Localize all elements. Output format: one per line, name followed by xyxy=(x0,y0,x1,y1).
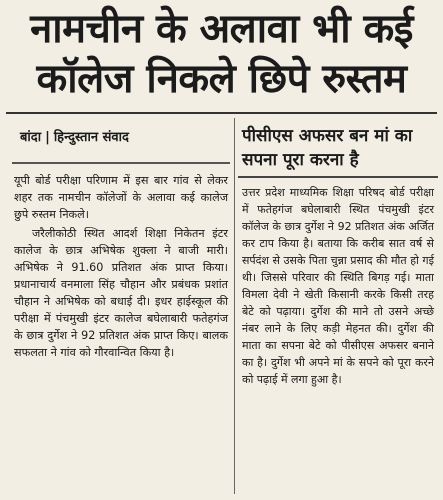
sidebar-paragraph: उत्तर प्रदेश माध्यमिक शिक्षा परिषद बोर्ड परीक्षा में फतेहगंज बघेलाबारी स्थित पंचमुखी इंटर कॉलेज के छात्र दुर्गेश ने 92 प्रतिशत अंक अर्जित कर टाप किया है। बताया कि करीब सात वर्ष से सर्पदंश से उसके पिता चुन्ना प्रसाद की मौत हो गई थी। जिससे परिवार की स्थिति बिगड़ गई। माता विमला देवी ने खेती किसानी करके किसी तरह बेटे को पढ़ाया। दुर्गेश की माने तो उसने अच्छे नंबर लाने के लिए कड़ी मेहनत की। दुर्गेश की माता का सपना बेटे को पीसीएस अफसर बनाने का है। दुर्गेश भी अपने मां के सपने को पूरा करने को पढ़ाई में लगा हुआ है। xyxy=(242,186,434,386)
headline-line-2: कॉलेज निकले छिपे रुस्तम xyxy=(36,56,407,102)
byline-place: बांदा xyxy=(20,130,42,145)
article-paragraph-1: यूपी बोर्ड परीक्षा परिणाम में इस बार गांव से लेकर शहर तक नामचीन कॉलेजों के अलावा कई कालेज छुपे रुस्तम निकले। xyxy=(14,174,228,221)
byline-separator: | xyxy=(45,130,50,145)
sidebar-body xyxy=(238,184,438,388)
sidebar-story xyxy=(238,122,438,388)
article-paragraph-2: जरैलीकोठी स्थित आदर्श शिक्षा निकेतन इंटर कालेज के छात्र अभिषेक शुक्ला ने बाजी मारी। अभिषेक ने 91.60 प्रतिशत अंक प्राप्त किया। प्रधानाचार्य वनमाला सिंह चौहान और प्रबंधक प्रशांत चौहान ने अभिषेक को बधाई दी। इधर हाईस्कूल की परीक्षा में पंचमुखी इंटर कालेज बघेलाबारी फतेहगंज के छात्र दुर्गेश ने 92 प्रतिशत अंक प्राप्त किए। बालक सफलता ने गांव को गौरवान्वित किया है। xyxy=(14,227,228,359)
column-divider xyxy=(234,118,235,494)
headline xyxy=(6,4,437,104)
headline-divider xyxy=(6,112,437,114)
article-body xyxy=(14,172,228,363)
sidebar-title: पीसीएस अफसर बन मां का सपना पूरा करना है xyxy=(238,122,438,178)
headline-line-1: नामचीन के अलावा भी कई xyxy=(30,6,413,52)
byline-source: हिन्दुस्तान संवाद xyxy=(53,130,129,145)
byline-divider xyxy=(12,162,230,164)
byline xyxy=(20,118,230,158)
